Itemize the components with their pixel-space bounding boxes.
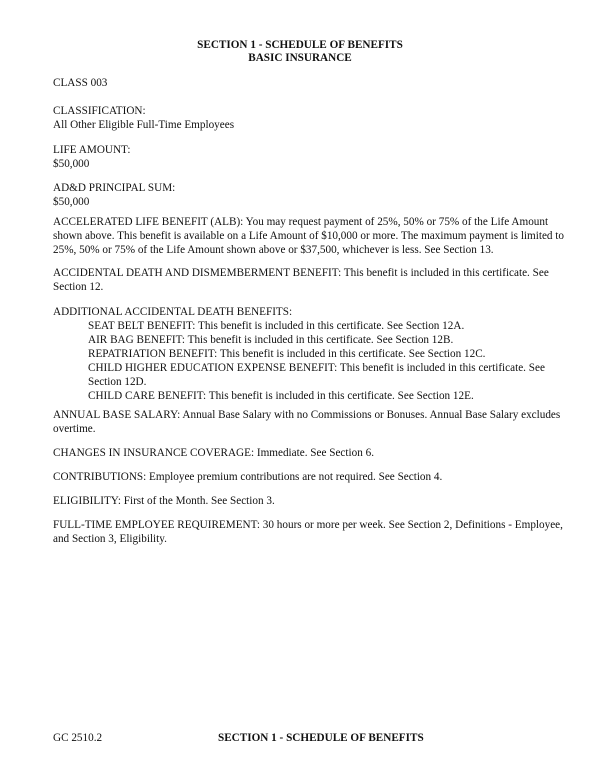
life-amount-label: LIFE AMOUNT: <box>53 144 131 156</box>
section-subtitle: BASIC INSURANCE <box>248 52 352 64</box>
footer-form-number: GC 2510.2 <box>53 732 103 744</box>
life-amount-block <box>53 143 565 171</box>
annual-base-salary: ANNUAL BASE SALARY: Annual Base Salary with no Commissions or Bonuses. Annual Base Salary excludes overtime. <box>53 409 561 435</box>
life-amount-value: $50,000 <box>53 158 90 170</box>
add-principal-sum-value: $50,000 <box>53 196 90 208</box>
contributions: CONTRIBUTIONS: Employee premium contributions are not required. See Section 4. <box>53 471 443 483</box>
classification-value: All Other Eligible Full-Time Employees <box>53 119 235 131</box>
footer-section-title: SECTION 1 - SCHEDULE OF BENEFITS <box>218 732 424 744</box>
changes-in-coverage: CHANGES IN INSURANCE COVERAGE: Immediate. See Section 6. <box>53 447 374 459</box>
add-principal-sum-label: AD&D PRINCIPAL SUM: <box>53 182 176 194</box>
classification-block <box>53 104 565 132</box>
add-benefit: ACCIDENTAL DEATH AND DISMEMBERMENT BENEFIT: This benefit is included in this certificate. See Section 12. <box>53 267 549 293</box>
section-title: SECTION 1 - SCHEDULE OF BENEFITS <box>197 39 403 51</box>
full-time-requirement: FULL-TIME EMPLOYEE REQUIREMENT: 30 hours or more per week. See Section 2, Definitions - Employee, and Section 3, Eligibility. <box>53 519 563 545</box>
class-label: CLASS 003 <box>53 77 108 89</box>
list-item-child-care: CHILD CARE BENEFIT: This benefit is included in this certificate. See Section 12E. <box>88 390 474 402</box>
additional-ad-benefits-label: ADDITIONAL ACCIDENTAL DEATH BENEFITS: <box>53 306 293 318</box>
list-item-child-education: CHILD HIGHER EDUCATION EXPENSE BENEFIT: This benefit is included in this certificate. See Section 12D. <box>88 362 545 388</box>
list-item-repatriation: REPATRIATION BENEFIT: This benefit is included in this certificate. See Section 12C. <box>88 348 486 360</box>
eligibility: ELIGIBILITY: First of the Month. See Section 3. <box>53 495 275 507</box>
classification-label: CLASSIFICATION: <box>53 105 146 117</box>
accelerated-life-benefit: ACCELERATED LIFE BENEFIT (ALB): You may request payment of 25%, 50% or 75% of the Life Amount shown above. This benefit is available on a Life Amount of $10,000 or more. The maximum payment is limited to 25%, 50% or 75% of the Life Amount shown above or $37,500, whichever is less. See Section 13. <box>53 216 565 256</box>
additional-ad-benefits <box>53 305 565 403</box>
add-principal-sum-block <box>53 181 565 209</box>
list-item-seat-belt: SEAT BELT BENEFIT: This benefit is included in this certificate. See Section 12A. <box>88 320 465 332</box>
list-item-air-bag: AIR BAG BENEFIT: This benefit is included in this certificate. See Section 12B. <box>88 334 454 346</box>
